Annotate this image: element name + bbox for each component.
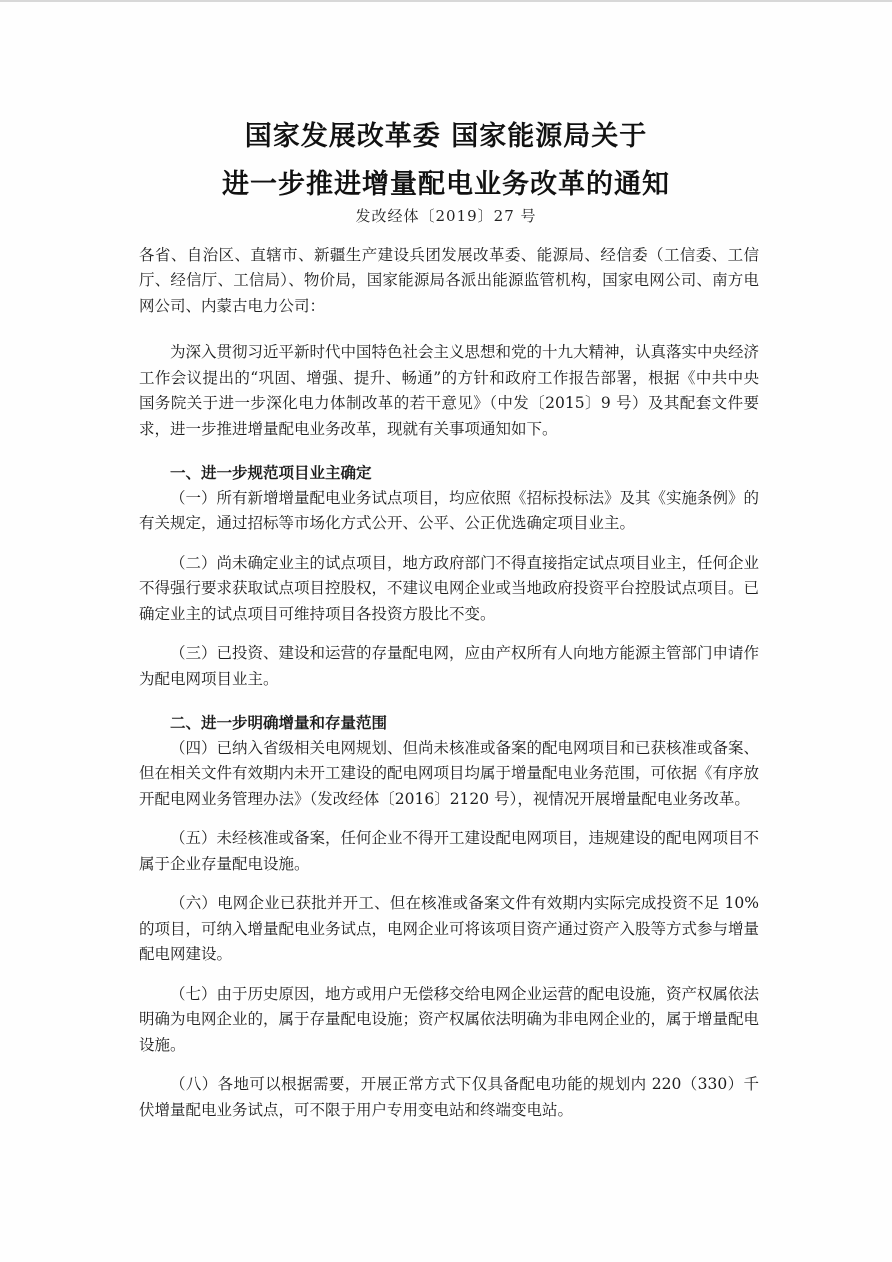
item-8: （八）各地可以根据需要，开展正常方式下仅具备配电功能的规划内 220（330）千伏增量配电业务试点，可不限于用户专用变电站和终端变电站。 xyxy=(139,1075,759,1119)
item-5: （五）未经核准或备案，任何企业不得开工建设配电网项目，违规建设的配电网项目不属于企业存量配电设施。 xyxy=(139,829,760,873)
item-6: （六）电网企业已获批并开工、但在核准或备案文件有效期内实际完成投资不足 10%的项目，可纳入增量配电业务试点，电网企业可将该项目资产通过资产入股等方式参与增量配电网建设。 xyxy=(139,894,760,963)
top-edge-line xyxy=(0,0,892,2)
title-line-2: 进一步推进增量配电业务改革的通知 xyxy=(222,169,670,200)
document-number: 发改经体〔2019〕27 号 xyxy=(355,207,537,225)
item-4: （四）已纳入省级相关电网规划、但尚未核准或备案的配电网项目和已获核准或备案、但在相关文件有效期内未开工建设的配电网项目均属于增量配电业务范围，可依据《有序放开配电网业务管理办法》（发改经体〔2016〕2120 号），视情况开展增量配电业务改革。 xyxy=(139,738,760,808)
section-2-heading: 二、进一步明确增量和存量范围 xyxy=(170,713,388,732)
intro-paragraph: 为深入贯彻习近平新时代中国特色社会主义思想和党的十九大精神，认真落实中央经济工作会议提出的“巩固、增强、提升、畅通”的方针和政府工作报告部署，根据《中共中央 国务院关于进一步深化电力体制改革的若干意见》（中发〔2015〕9 号）及其配套文件要求，进一步推进增量配电业务改革，现就有关事项通知如下。 xyxy=(139,343,760,438)
title-line-1: 国家发展改革委 国家能源局关于 xyxy=(244,121,648,152)
addressees: 各省、自治区、直辖市、新疆生产建设兵团发展改革委、能源局、经信委（工信委、工信厅、经信厅、工信局）、物价局，国家能源局各派出能源监管机构，国家电网公司、南方电网公司、内蒙古电力公司： xyxy=(139,245,759,315)
item-3: （三）已投资、建设和运营的存量配电网，应由产权所有人向地方能源主管部门申请作为配电网项目业主。 xyxy=(139,644,760,688)
item-1: （一）所有新增增量配电业务试点项目，均应依照《招标投标法》及其《实施条例》的有关规定，通过招标等市场化方式公开、公平、公正优选确定项目业主。 xyxy=(139,488,760,532)
document-body xyxy=(139,227,759,1137)
section-1-heading: 一、进一步规范项目业主确定 xyxy=(170,463,372,482)
item-2: （二）尚未确定业主的试点项目，地方政府部门不得直接指定试点项目业主，任何企业不得强行要求获取试点项目控股权，不建议电网企业或当地政府投资平台控股试点项目。已确定业主的试点项目可维持项目各投资方股比不变。 xyxy=(139,553,760,623)
item-7: （七）由于历史原因，地方或用户无偿移交给电网企业运营的配电设施，资产权属依法明确为电网企业的，属于存量配电设施；资产权属依法明确为非电网企业的，属于增量配电设施。 xyxy=(139,984,760,1054)
